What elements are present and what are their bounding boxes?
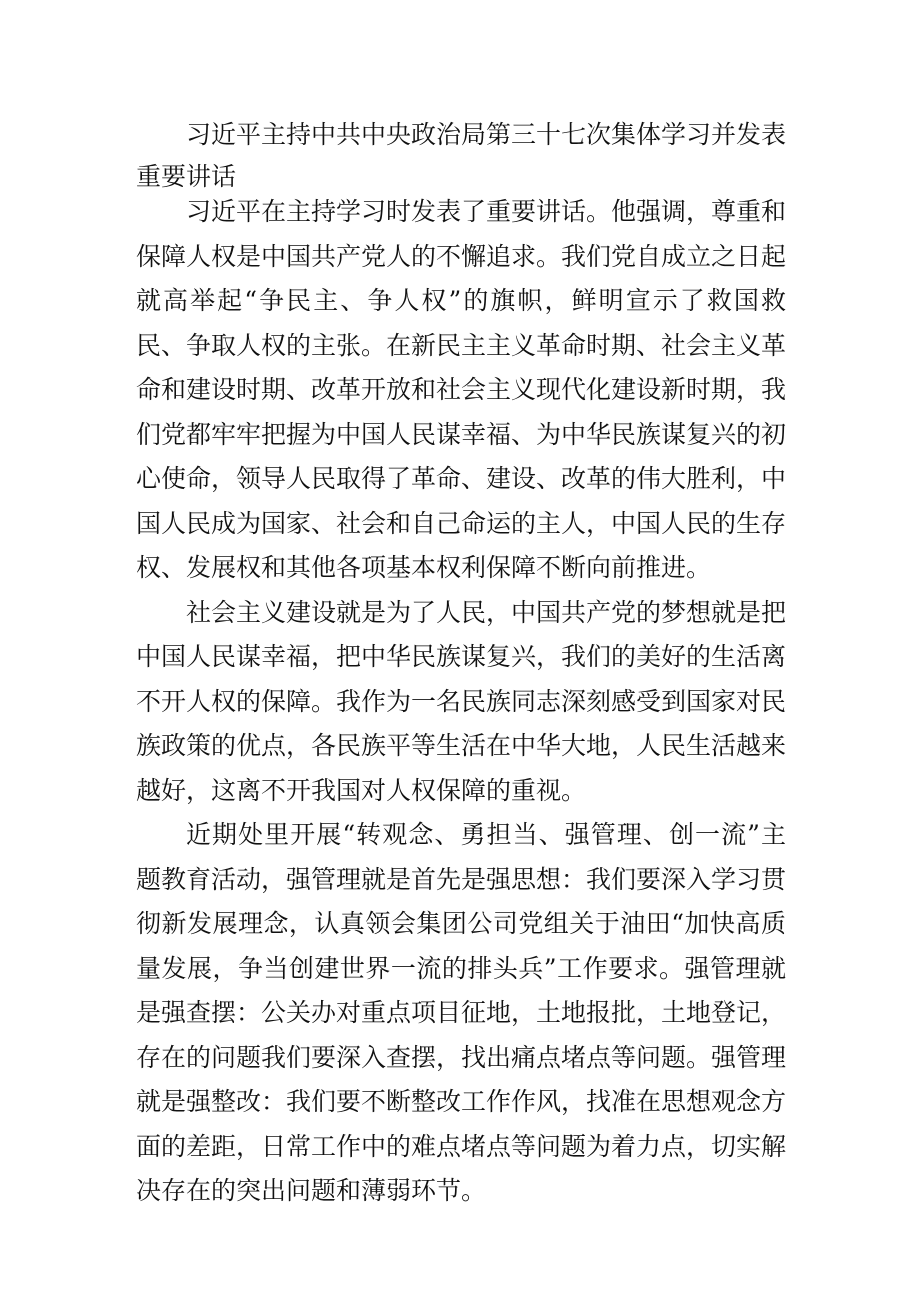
paragraph-2: 社会主义建设就是为了人民，中国共产党的梦想就是把中国人民谋幸福，把中华民族谋复兴，我们的美好的生活离不开人权的保障。我作为一名民族同志深刻感受到国家对民族政策的优点，各民族平等生活在中华大地，人民生活越来越好，这离不开我国对人权保障的重视。 [136, 597, 787, 805]
paragraph-3: 近期处里开展“转观念、勇担当、强管理、创一流”主题教育活动，强管理就是首先是强思想：我们要深入学习贯彻新发展理念，认真领会集团公司党组关于油田“加快高质量发展，争当创建世界一流的排头兵”工作要求。强管理就是强查摆：公关办对重点项目征地，土地报批，土地登记，存在的问题我们要深入查摆，找出痛点堵点等问题。强管理就是强整改：我们要不断整改工作作风，找准在思想观念方面的差距，日常工作中的难点堵点等问题为着力点，切实解 [136, 820, 787, 1161]
document-body [136, 190, 786, 1214]
paragraph-3-continuation: 决存在的突出问题和薄弱环节。 [136, 1176, 487, 1205]
document-title: 习近平主持中共中央政治局第三十七次集体学习并发表重要讲话 [136, 120, 787, 191]
paragraph-1: 习近平在主持学习时发表了重要讲话。他强调，尊重和保障人权是中国共产党人的不懈追求。我们党自成立之日起就高举起“争民主、争人权”的旗帜，鲜明宣示了救国救民、争取人权的主张。在新民主主义革命时期、社会主义革命和建设时期、改革开放和社会主义现代化建设新时期，我们党都牢牢把握为中国人民谋幸福、为中华民族谋复兴的初心使命，领导人民取得了革命、建设、改革的伟大胜利，中国人民成为国家、社会和自己命运的主人，中国人民的生存权、发展权和其他各项基本权利保障不断向前推进。 [136, 197, 787, 582]
